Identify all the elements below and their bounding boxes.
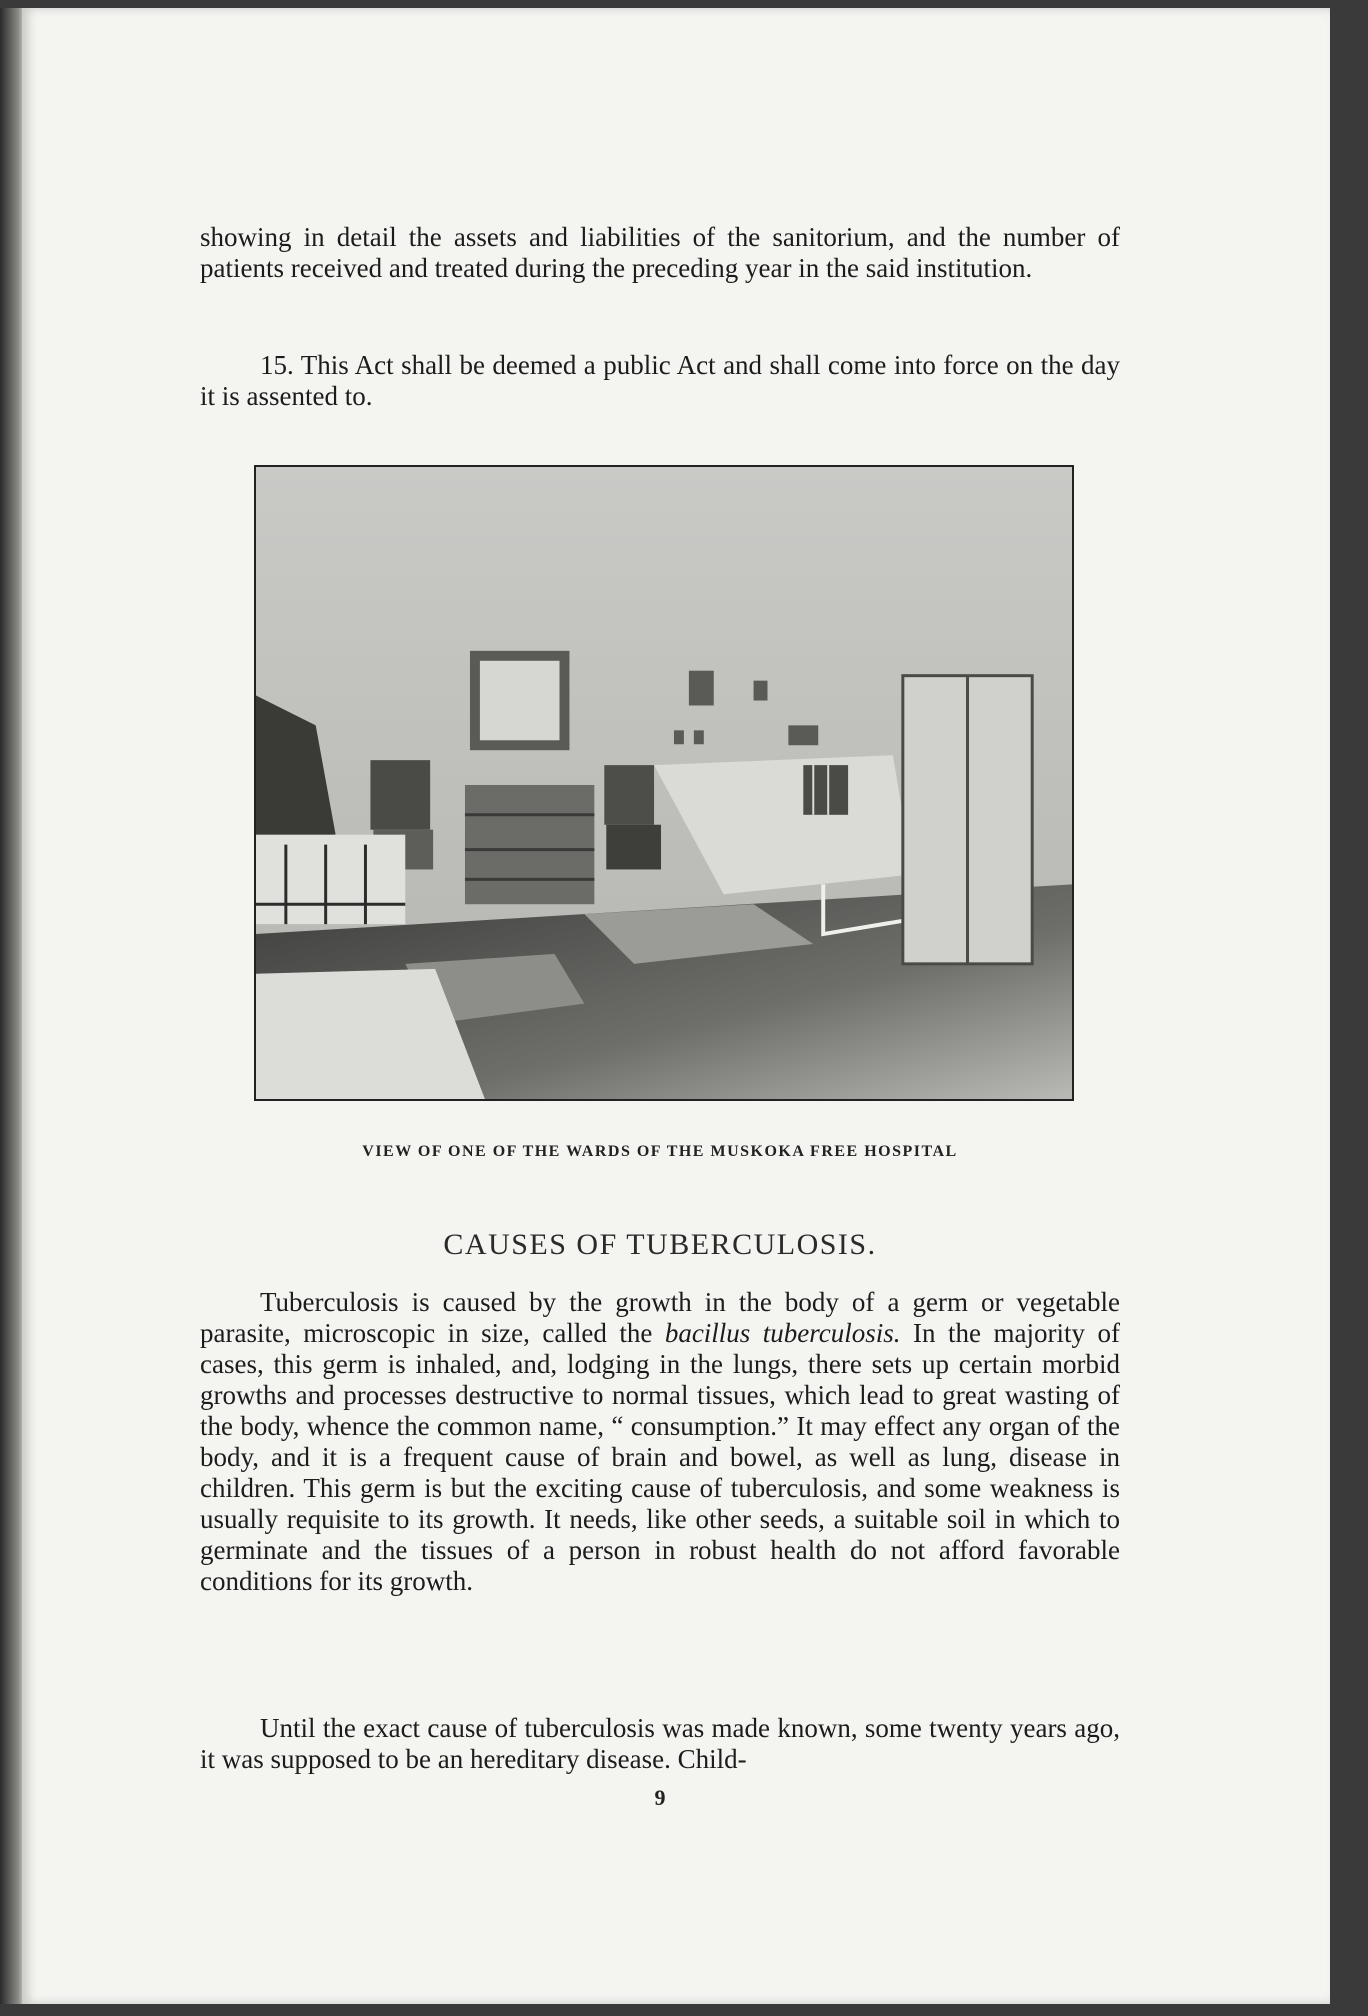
causes-text-start: Tuberculosis is caused by the growth in the body of a germ or vegetable parasite, microscopic in size, called the xyxy=(200,1287,1120,1348)
body-paragraph: showing in detail the assets and liabilities of the sanitorium, and the number of patients received and treated during the preceding year in the said institution. xyxy=(200,222,1120,283)
section-15-paragraph: 15. This Act shall be deemed a public Act and shall come into force on the day it is assented to. xyxy=(200,350,1120,411)
hereditary-paragraph: Until the exact cause of tuberculosis was made known, some twenty years ago, it was supposed to be an hereditary disease. Child- xyxy=(200,1713,1120,1774)
figure-caption: VIEW OF ONE OF THE WARDS OF THE MUSKOKA FREE HOSPITAL xyxy=(362,1143,958,1160)
page-number: 9 xyxy=(654,1785,666,1810)
ward-photograph xyxy=(254,465,1074,1101)
causes-paragraph xyxy=(200,1287,1120,1597)
section-heading: CAUSES OF TUBERCULOSIS. xyxy=(443,1228,877,1261)
bacillus-term: bacillus tuberculosis. xyxy=(664,1318,901,1348)
ward-photo-illustration xyxy=(256,467,1072,1099)
causes-text-end: In the majority of cases, this germ is inhaled, and, lodging in the lungs, there sets up certain morbid growths and processes destructive to normal tissues, which lead to great wasting of the body, whence the common name, “ consumption.” It may effect any organ of the body, and it is a frequent cause of brain and bowel, as well as lung, disease in children. This germ is but the exciting cause of tuberculosis, and some weakness is usually requisite to its growth. It needs, like other seeds, a suitable soil in which to germinate and the tissues of a person in robust health do not afford favorable conditions for its growth. xyxy=(200,1318,1120,1596)
